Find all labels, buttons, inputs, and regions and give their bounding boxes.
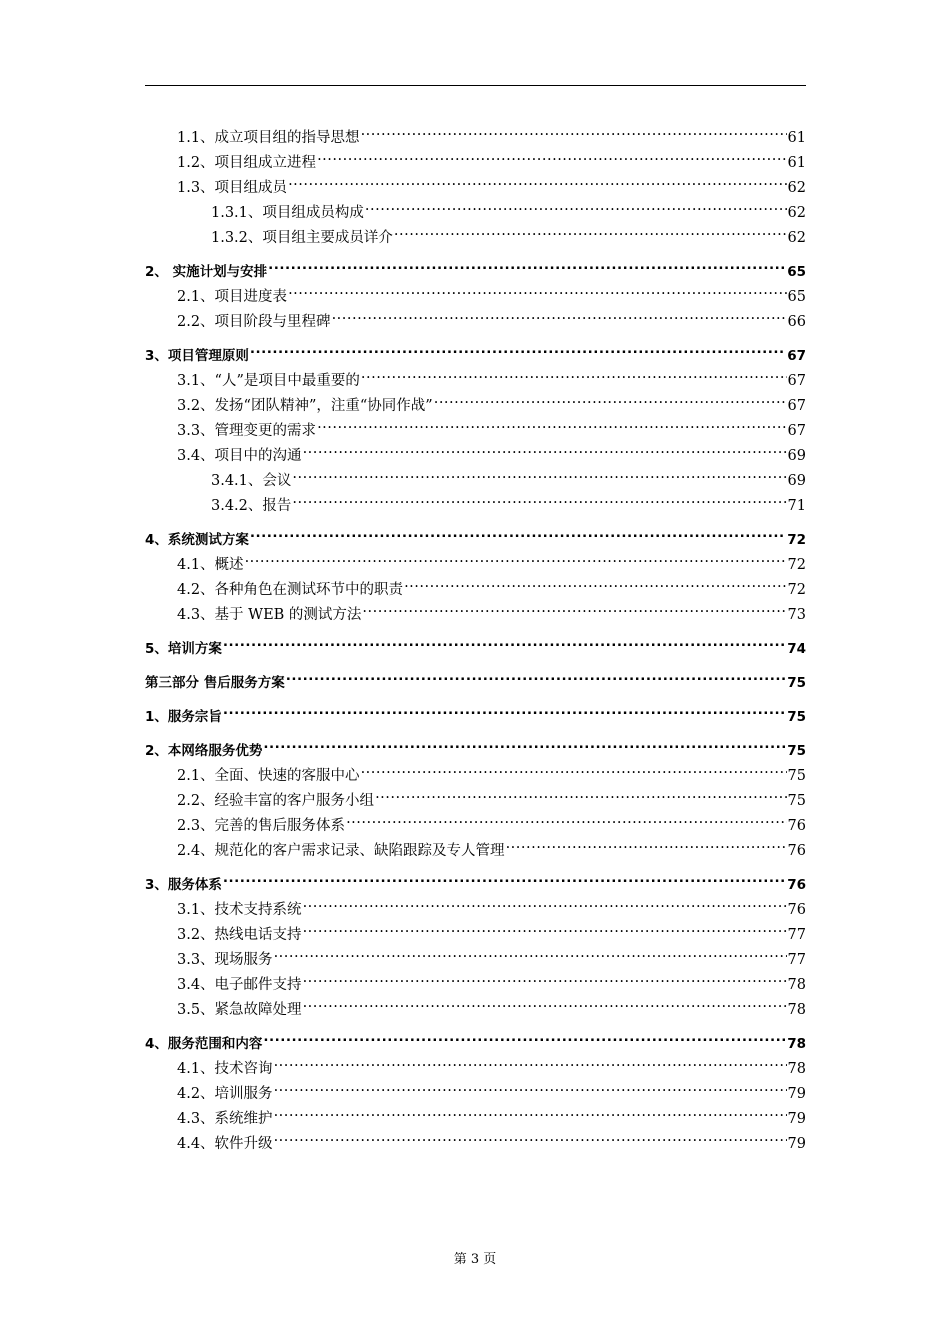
toc-entry[interactable] bbox=[145, 837, 806, 862]
dot-leader bbox=[263, 737, 786, 755]
toc-entry-title: 3.2、发扬“团队精神”，注重“协同作战” bbox=[177, 398, 433, 414]
toc-entry-title: 4.3、基于 WEB 的测试方法 bbox=[177, 607, 362, 623]
toc-entry[interactable] bbox=[145, 787, 806, 812]
toc-entry-title: 3.4.1、会议 bbox=[211, 473, 292, 489]
toc-entry-title: 4.2、各种角色在测试环节中的职责 bbox=[177, 582, 404, 598]
toc-entry[interactable] bbox=[145, 283, 806, 308]
dot-leader bbox=[223, 703, 786, 721]
toc-entry-page-number: 61 bbox=[787, 130, 806, 146]
toc-entry-page-number: 67 bbox=[787, 398, 806, 414]
toc-entry-page-number: 75 bbox=[787, 743, 806, 759]
toc-entry-title: 4.1、技术咨询 bbox=[177, 1061, 273, 1077]
toc-entry-page-number: 62 bbox=[787, 205, 806, 221]
toc-entry[interactable] bbox=[145, 199, 806, 224]
toc-entry-title: 4.2、培训服务 bbox=[177, 1086, 273, 1102]
toc-entry[interactable] bbox=[145, 946, 806, 971]
dot-leader bbox=[404, 576, 786, 594]
dot-leader bbox=[365, 199, 787, 217]
toc-entry-page-number: 65 bbox=[787, 289, 806, 305]
toc-entry-page-number: 67 bbox=[787, 348, 806, 364]
toc-entry-page-number: 79 bbox=[787, 1086, 806, 1102]
toc-entry[interactable] bbox=[145, 417, 806, 442]
toc-entry-page-number: 62 bbox=[787, 180, 806, 196]
toc-entry[interactable] bbox=[145, 971, 806, 996]
toc-entry[interactable] bbox=[145, 492, 806, 517]
dot-leader bbox=[268, 258, 786, 276]
dot-leader bbox=[361, 762, 787, 780]
dot-leader bbox=[506, 837, 787, 855]
toc-entry-title: 2.3、完善的售后服务体系 bbox=[177, 818, 346, 834]
dot-leader bbox=[361, 367, 787, 385]
dot-leader bbox=[286, 669, 787, 687]
dot-leader bbox=[250, 342, 786, 360]
toc-entry[interactable] bbox=[145, 308, 806, 333]
toc-entry[interactable] bbox=[145, 737, 806, 762]
toc-entry[interactable] bbox=[145, 896, 806, 921]
toc-entry-title: 1.1、成立项目组的指导思想 bbox=[177, 130, 360, 146]
dot-leader bbox=[362, 601, 786, 619]
toc-entry-title: 2.2、项目阶段与里程碑 bbox=[177, 314, 331, 330]
toc-entry-title: 5、培训方案 bbox=[145, 641, 222, 657]
toc-entry-title: 第三部分 售后服务方案 bbox=[145, 675, 285, 691]
toc-entry[interactable] bbox=[145, 601, 806, 626]
toc-entry[interactable] bbox=[145, 526, 806, 551]
dot-leader bbox=[292, 492, 786, 510]
toc-entry-page-number: 76 bbox=[787, 843, 806, 859]
toc-entry-page-number: 76 bbox=[787, 902, 806, 918]
toc-entry-title: 2、 实施计划与安排 bbox=[145, 264, 268, 280]
dot-leader bbox=[223, 635, 786, 653]
toc-entry-page-number: 72 bbox=[787, 557, 806, 573]
toc-entry-page-number: 77 bbox=[787, 952, 806, 968]
dot-leader bbox=[274, 946, 787, 964]
toc-entry-page-number: 73 bbox=[787, 607, 806, 623]
toc-entry-page-number: 78 bbox=[787, 1036, 806, 1052]
toc-entry-page-number: 72 bbox=[787, 532, 806, 548]
toc-entry-title: 4、系统测试方案 bbox=[145, 532, 249, 548]
toc-entry-title: 3.1、“人”是项目中最重要的 bbox=[177, 373, 360, 389]
toc-entry-page-number: 75 bbox=[787, 793, 806, 809]
toc-entry-title: 2.1、项目进度表 bbox=[177, 289, 288, 305]
toc-entry-page-number: 75 bbox=[787, 709, 806, 725]
dot-leader bbox=[375, 787, 786, 805]
toc-entry-page-number: 69 bbox=[787, 448, 806, 464]
toc-entry-title: 2.4、规范化的客户需求记录、缺陷跟踪及专人管理 bbox=[177, 843, 505, 859]
toc-entry-page-number: 76 bbox=[787, 877, 806, 893]
dot-leader bbox=[303, 442, 787, 460]
toc-entry[interactable] bbox=[145, 703, 806, 728]
toc-entry-title: 3.3、管理变更的需求 bbox=[177, 423, 317, 439]
dot-leader bbox=[250, 526, 786, 544]
page-footer: 第 3 页 bbox=[453, 1252, 497, 1267]
toc-entry[interactable] bbox=[145, 1055, 806, 1080]
toc-entry-title: 4、服务范围和内容 bbox=[145, 1036, 263, 1052]
toc-entry-page-number: 76 bbox=[787, 818, 806, 834]
toc-entry-title: 3、服务体系 bbox=[145, 877, 222, 893]
toc-entry-page-number: 75 bbox=[787, 675, 806, 691]
toc-entry[interactable] bbox=[145, 871, 806, 896]
toc-entry-page-number: 79 bbox=[787, 1111, 806, 1127]
dot-leader bbox=[288, 174, 786, 192]
dot-leader bbox=[394, 224, 787, 242]
toc-entry[interactable] bbox=[145, 551, 806, 576]
toc-entry-page-number: 62 bbox=[787, 230, 806, 246]
toc-entry[interactable] bbox=[145, 669, 806, 694]
toc-entry-title: 3.5、紧急故障处理 bbox=[177, 1002, 302, 1018]
dot-leader bbox=[288, 283, 786, 301]
toc-entry-page-number: 77 bbox=[787, 927, 806, 943]
toc-entry-title: 1.2、项目组成立进程 bbox=[177, 155, 317, 171]
toc-entry[interactable] bbox=[145, 467, 806, 492]
toc-entry[interactable] bbox=[145, 392, 806, 417]
toc-entry-title: 2、本网络服务优势 bbox=[145, 743, 263, 759]
dot-leader bbox=[274, 1055, 787, 1073]
dot-leader bbox=[303, 896, 787, 914]
toc-entry[interactable] bbox=[145, 921, 806, 946]
toc-entry-title: 3.2、热线电话支持 bbox=[177, 927, 302, 943]
dot-leader bbox=[317, 417, 786, 435]
toc-entry-page-number: 65 bbox=[787, 264, 806, 280]
toc-entry-page-number: 61 bbox=[787, 155, 806, 171]
toc-entry-title: 1、服务宗旨 bbox=[145, 709, 222, 725]
toc-entry-title: 1.3.2、项目组主要成员详介 bbox=[211, 230, 393, 246]
toc-entry-title: 2.2、经验丰富的客户服务小组 bbox=[177, 793, 375, 809]
dot-leader bbox=[303, 921, 787, 939]
toc-entry[interactable] bbox=[145, 258, 806, 283]
toc-entry-title: 4.3、系统维护 bbox=[177, 1111, 273, 1127]
toc-entry-title: 2.1、全面、快速的客服中心 bbox=[177, 768, 360, 784]
toc-entry-page-number: 66 bbox=[787, 314, 806, 330]
dot-leader bbox=[245, 551, 787, 569]
dot-leader bbox=[317, 149, 786, 167]
dot-leader bbox=[303, 996, 787, 1014]
toc-entry-title: 3.4、项目中的沟通 bbox=[177, 448, 302, 464]
dot-leader bbox=[303, 971, 787, 989]
toc-entry-title: 3.3、现场服务 bbox=[177, 952, 273, 968]
dot-leader bbox=[274, 1130, 787, 1148]
dot-leader bbox=[361, 124, 787, 142]
toc-entry-page-number: 74 bbox=[787, 641, 806, 657]
toc-entry-page-number: 69 bbox=[787, 473, 806, 489]
toc-entry-title: 3.4.2、报告 bbox=[211, 498, 292, 514]
toc-entry-page-number: 67 bbox=[787, 423, 806, 439]
dot-leader bbox=[346, 812, 786, 830]
dot-leader bbox=[292, 467, 786, 485]
toc-entry[interactable] bbox=[145, 762, 806, 787]
toc-entry[interactable] bbox=[145, 342, 806, 367]
toc-entry[interactable] bbox=[145, 367, 806, 392]
toc-entry-page-number: 79 bbox=[787, 1136, 806, 1152]
dot-leader bbox=[223, 871, 786, 889]
dot-leader bbox=[434, 392, 787, 410]
dot-leader bbox=[332, 308, 787, 326]
toc-entry[interactable] bbox=[145, 442, 806, 467]
toc-entry[interactable] bbox=[145, 224, 806, 249]
toc-entry-title: 3.1、技术支持系统 bbox=[177, 902, 302, 918]
toc-entry-title: 3.4、电子邮件支持 bbox=[177, 977, 302, 993]
toc-entry-title: 4.1、概述 bbox=[177, 557, 244, 573]
toc-entry-page-number: 67 bbox=[787, 373, 806, 389]
toc-entry[interactable] bbox=[145, 1130, 806, 1155]
toc-entry[interactable] bbox=[145, 1080, 806, 1105]
toc-entry-page-number: 75 bbox=[787, 768, 806, 784]
toc-entry[interactable] bbox=[145, 149, 806, 174]
toc-entry-page-number: 78 bbox=[787, 977, 806, 993]
toc-entry-page-number: 78 bbox=[787, 1002, 806, 1018]
table-of-contents bbox=[145, 124, 806, 1155]
toc-entry[interactable] bbox=[145, 996, 806, 1021]
toc-entry[interactable] bbox=[145, 576, 806, 601]
dot-leader bbox=[274, 1105, 787, 1123]
toc-entry-page-number: 78 bbox=[787, 1061, 806, 1077]
dot-leader bbox=[263, 1030, 786, 1048]
toc-entry-title: 1.3、项目组成员 bbox=[177, 180, 288, 196]
dot-leader bbox=[274, 1080, 787, 1098]
toc-entry[interactable] bbox=[145, 1105, 806, 1130]
header-rule bbox=[145, 85, 806, 86]
toc-entry[interactable] bbox=[145, 1030, 806, 1055]
toc-entry[interactable] bbox=[145, 635, 806, 660]
toc-entry-page-number: 72 bbox=[787, 582, 806, 598]
toc-entry-page-number: 71 bbox=[787, 498, 806, 514]
toc-entry-title: 3、项目管理原则 bbox=[145, 348, 249, 364]
toc-entry[interactable] bbox=[145, 174, 806, 199]
toc-entry[interactable] bbox=[145, 124, 806, 149]
toc-entry-title: 1.3.1、项目组成员构成 bbox=[211, 205, 364, 221]
toc-entry-title: 4.4、软件升级 bbox=[177, 1136, 273, 1152]
toc-entry[interactable] bbox=[145, 812, 806, 837]
